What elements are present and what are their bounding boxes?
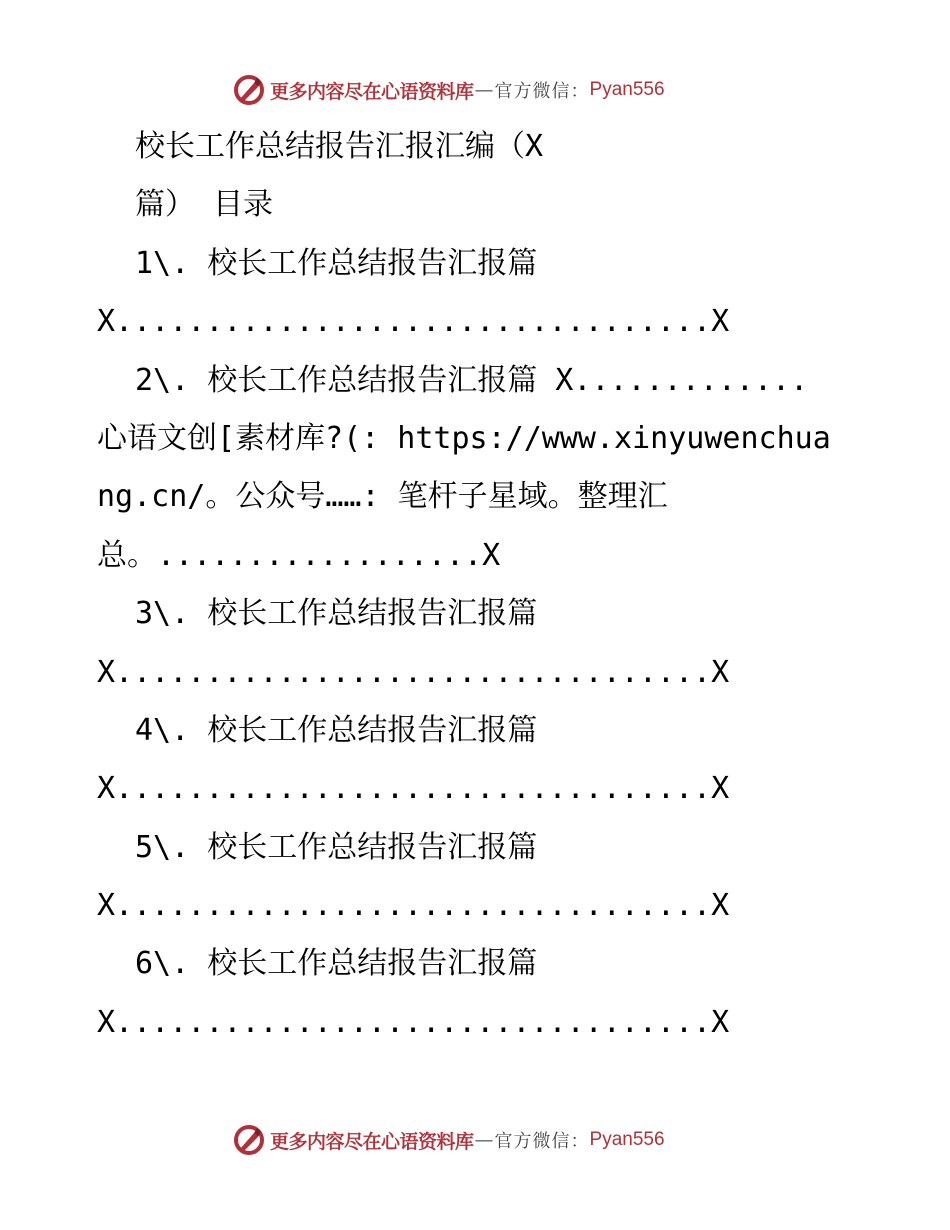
watermark-brand: 更多内容尽在心语资料库 (270, 1130, 474, 1153)
toc-entry-2-leader: 总。..................X (97, 537, 501, 573)
toc-entry-2-continued: ng.cn/。公众号……: 笔杆子星域。整理汇 (97, 479, 668, 515)
toc-entry-4-leader: X.................................X (97, 771, 730, 807)
watermark-dash: — (474, 1129, 494, 1151)
watermark-official-label: 官方微信： (494, 1131, 590, 1152)
footer-watermark (232, 1120, 712, 1160)
watermark-official-label: 官方微信： (494, 81, 590, 102)
document-title-line-1: 校长工作总结报告汇报汇编（X (135, 129, 544, 164)
toc-entry-2: 2\. 校长工作总结报告汇报篇 X............. (135, 362, 809, 398)
toc-entry-6-leader: X.................................X (97, 1004, 730, 1040)
toc-entry-5-leader: X.................................X (97, 888, 730, 924)
toc-entry-5: 5\. 校长工作总结报告汇报篇 (135, 829, 538, 865)
toc-entry-3-leader: X.................................X (97, 654, 730, 690)
toc-entry-1-leader: X.................................X (97, 304, 730, 340)
toc-entry-4: 4\. 校长工作总结报告汇报篇 (135, 712, 538, 748)
toc-entry-1: 1\. 校长工作总结报告汇报篇 (135, 245, 538, 281)
toc-entry-6: 6\. 校长工作总结报告汇报篇 (135, 946, 538, 982)
toc-entry-2-continued: 心语文创[素材库?(: https://www.xinyuwenchua (97, 420, 831, 456)
header-watermark (232, 70, 712, 110)
document-title-line-2: 篇） 目录 (135, 187, 274, 223)
watermark-brand: 更多内容尽在心语资料库 (270, 80, 474, 103)
toc-entry-3: 3\. 校长工作总结报告汇报篇 (135, 596, 538, 632)
pen-logo-icon (232, 73, 266, 107)
watermark-wechat-id: Pyan556 (589, 1129, 665, 1150)
watermark-wechat-id: Pyan556 (589, 79, 665, 100)
pen-logo-icon (232, 1123, 266, 1157)
watermark-dash: — (474, 79, 494, 101)
document-body (97, 118, 857, 1052)
